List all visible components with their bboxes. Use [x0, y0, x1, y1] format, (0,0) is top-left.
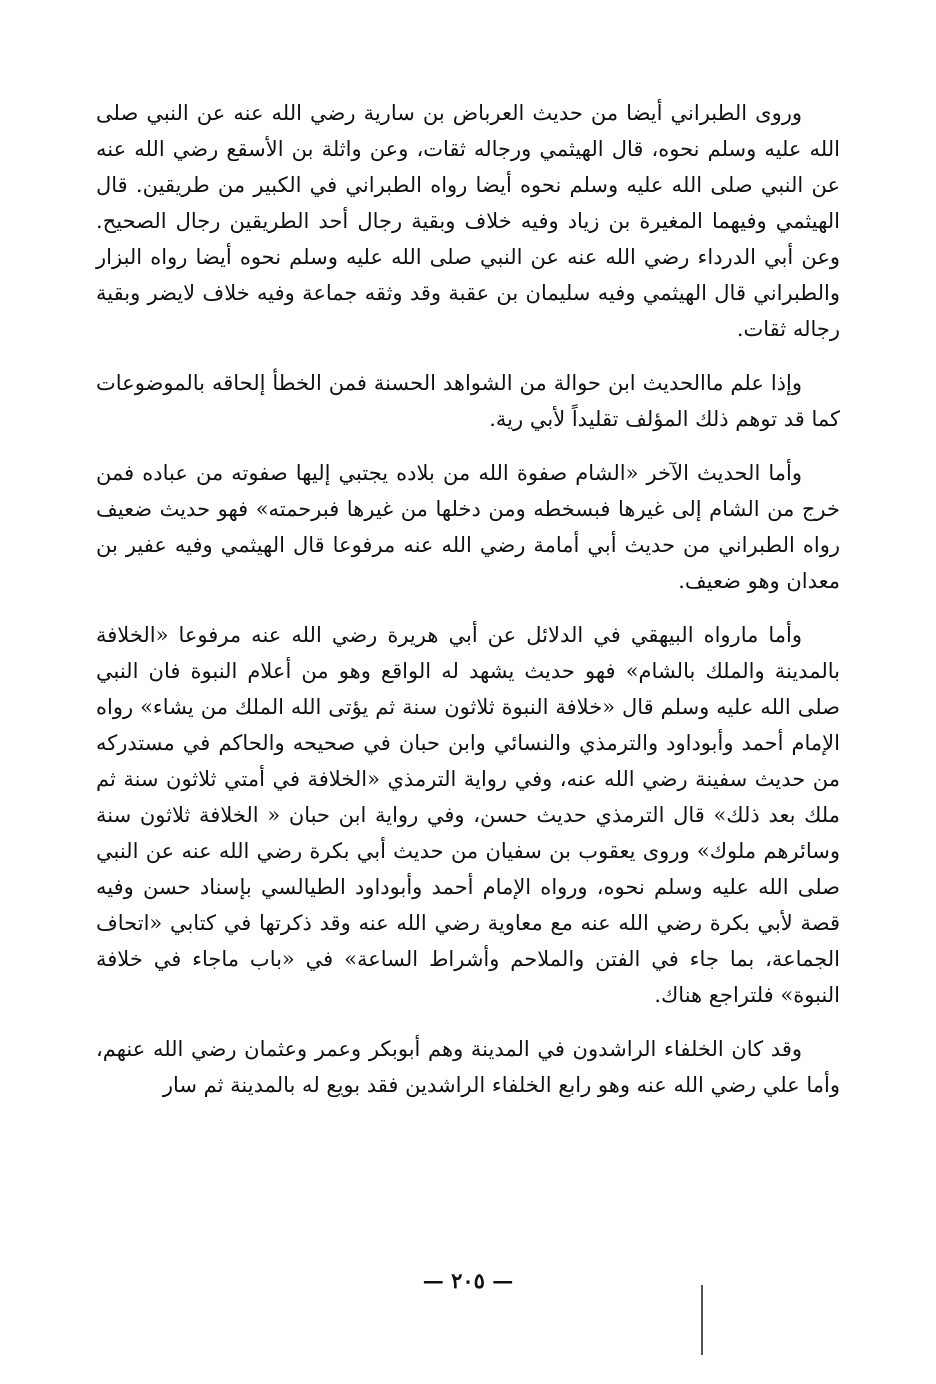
paragraph-caliphate-medina: وأما مارواه البيهقي في الدلائل عن أبي هريرة رضي الله عنه مرفوعا «الخلافة بالمدينة والملك بالشام» فهو حديث يشهد له الواقع وهو من أعلام النبوة فان النبي صلى الله عليه وسلم قال «خلافة النبوة ثلاثون سنة ثم يؤتى الله الملك من يشاء» رواه الإمام أحمد وأبوداود والترمذي والنسائي وابن حبان في صحيحه والحاكم في مستدركه من حديث سفينة رضي الله عنه، وفي رواية الترمذي «الخلافة في أمتي ثلاثون سنة ثم ملك بعد ذلك» قال الترمذي حديث حسن، وفي رواية ابن حبان « الخلافة ثلاثون سنة وسائرهم ملوك» وروى يعقوب بن سفيان من حديث أبي بكرة رضي الله عنه عن النبي صلى الله عليه وسلم نحوه، ورواه الإمام أحمد وأبوداود الطيالسي بإسناد حسن وفيه قصة لأبي بكرة رضي الله عنه مع معاوية رضي الله عنه وقد ذكرتها في كتابي «اتحاف الجماعة، بما جاء في الفتن والملاحم وأشراط الساعة» في «باب ماجاء في خلافة النبوة» فلتراجع هناك.: [96, 623, 840, 1007]
paragraph-sham-hadith: وأما الحديث الآخر «الشام صفوة الله من بلاده يجتبي إليها صفوته من عباده فمن خرج من الشام إلى غيرها فبسخطه ومن دخلها من غيرها فبرحمته» فهو حديث ضعيف رواه الطبراني من حديث أبي أمامة رضي الله عنه مرفوعا قال الهيثمي وفيه عفير بن معدان وهو ضعيف.: [96, 461, 840, 593]
paragraph-tabarani-narrations: وروى الطبراني أيضا من حديث العرباض بن سارية رضي الله عنه عن النبي صلى الله عليه وسلم نحوه، قال الهيثمي ورجاله ثقات، وعن واثلة بن الأسقع رضي الله عنه عن النبي صلى الله عليه وسلم نحوه أيضا رواه الطبراني في الكبير من طريقين. قال الهيثمي وفيهما المغيرة بن زياد وفيه خلاف وبقية رجال أحد الطريقين رجال الصحيح. وعن أبي الدرداء رضي الله عنه عن النبي صلى الله عليه وسلم نحوه أيضا رواه البزار والطبراني قال الهيثمي وفيه سليمان بن عقبة وقد وثقه جماعة وفيه خلاف لايضر وبقية رجاله ثقات.: [96, 101, 840, 341]
page-body: [96, 95, 840, 1121]
paragraph-ibn-hawala: وإذا علم ماالحديث ابن حوالة من الشواهد الحسنة فمن الخطأ إلحاقه بالموضوعات كما قد توهم ذلك المؤلف تقليداً لأبي رية.: [96, 371, 840, 431]
scan-edge-line: [701, 1285, 703, 1355]
paragraph-rashidun: وقد كان الخلفاء الراشدون في المدينة وهم أبوبكر وعمر وعثمان رضي الله عنهم، وأما علي رضي الله عنه وهو رابع الخلفاء الراشدين فقد بويع له بالمدينة ثم سار: [96, 1037, 840, 1097]
page-number: — ٢٠٥ —: [422, 1268, 514, 1293]
